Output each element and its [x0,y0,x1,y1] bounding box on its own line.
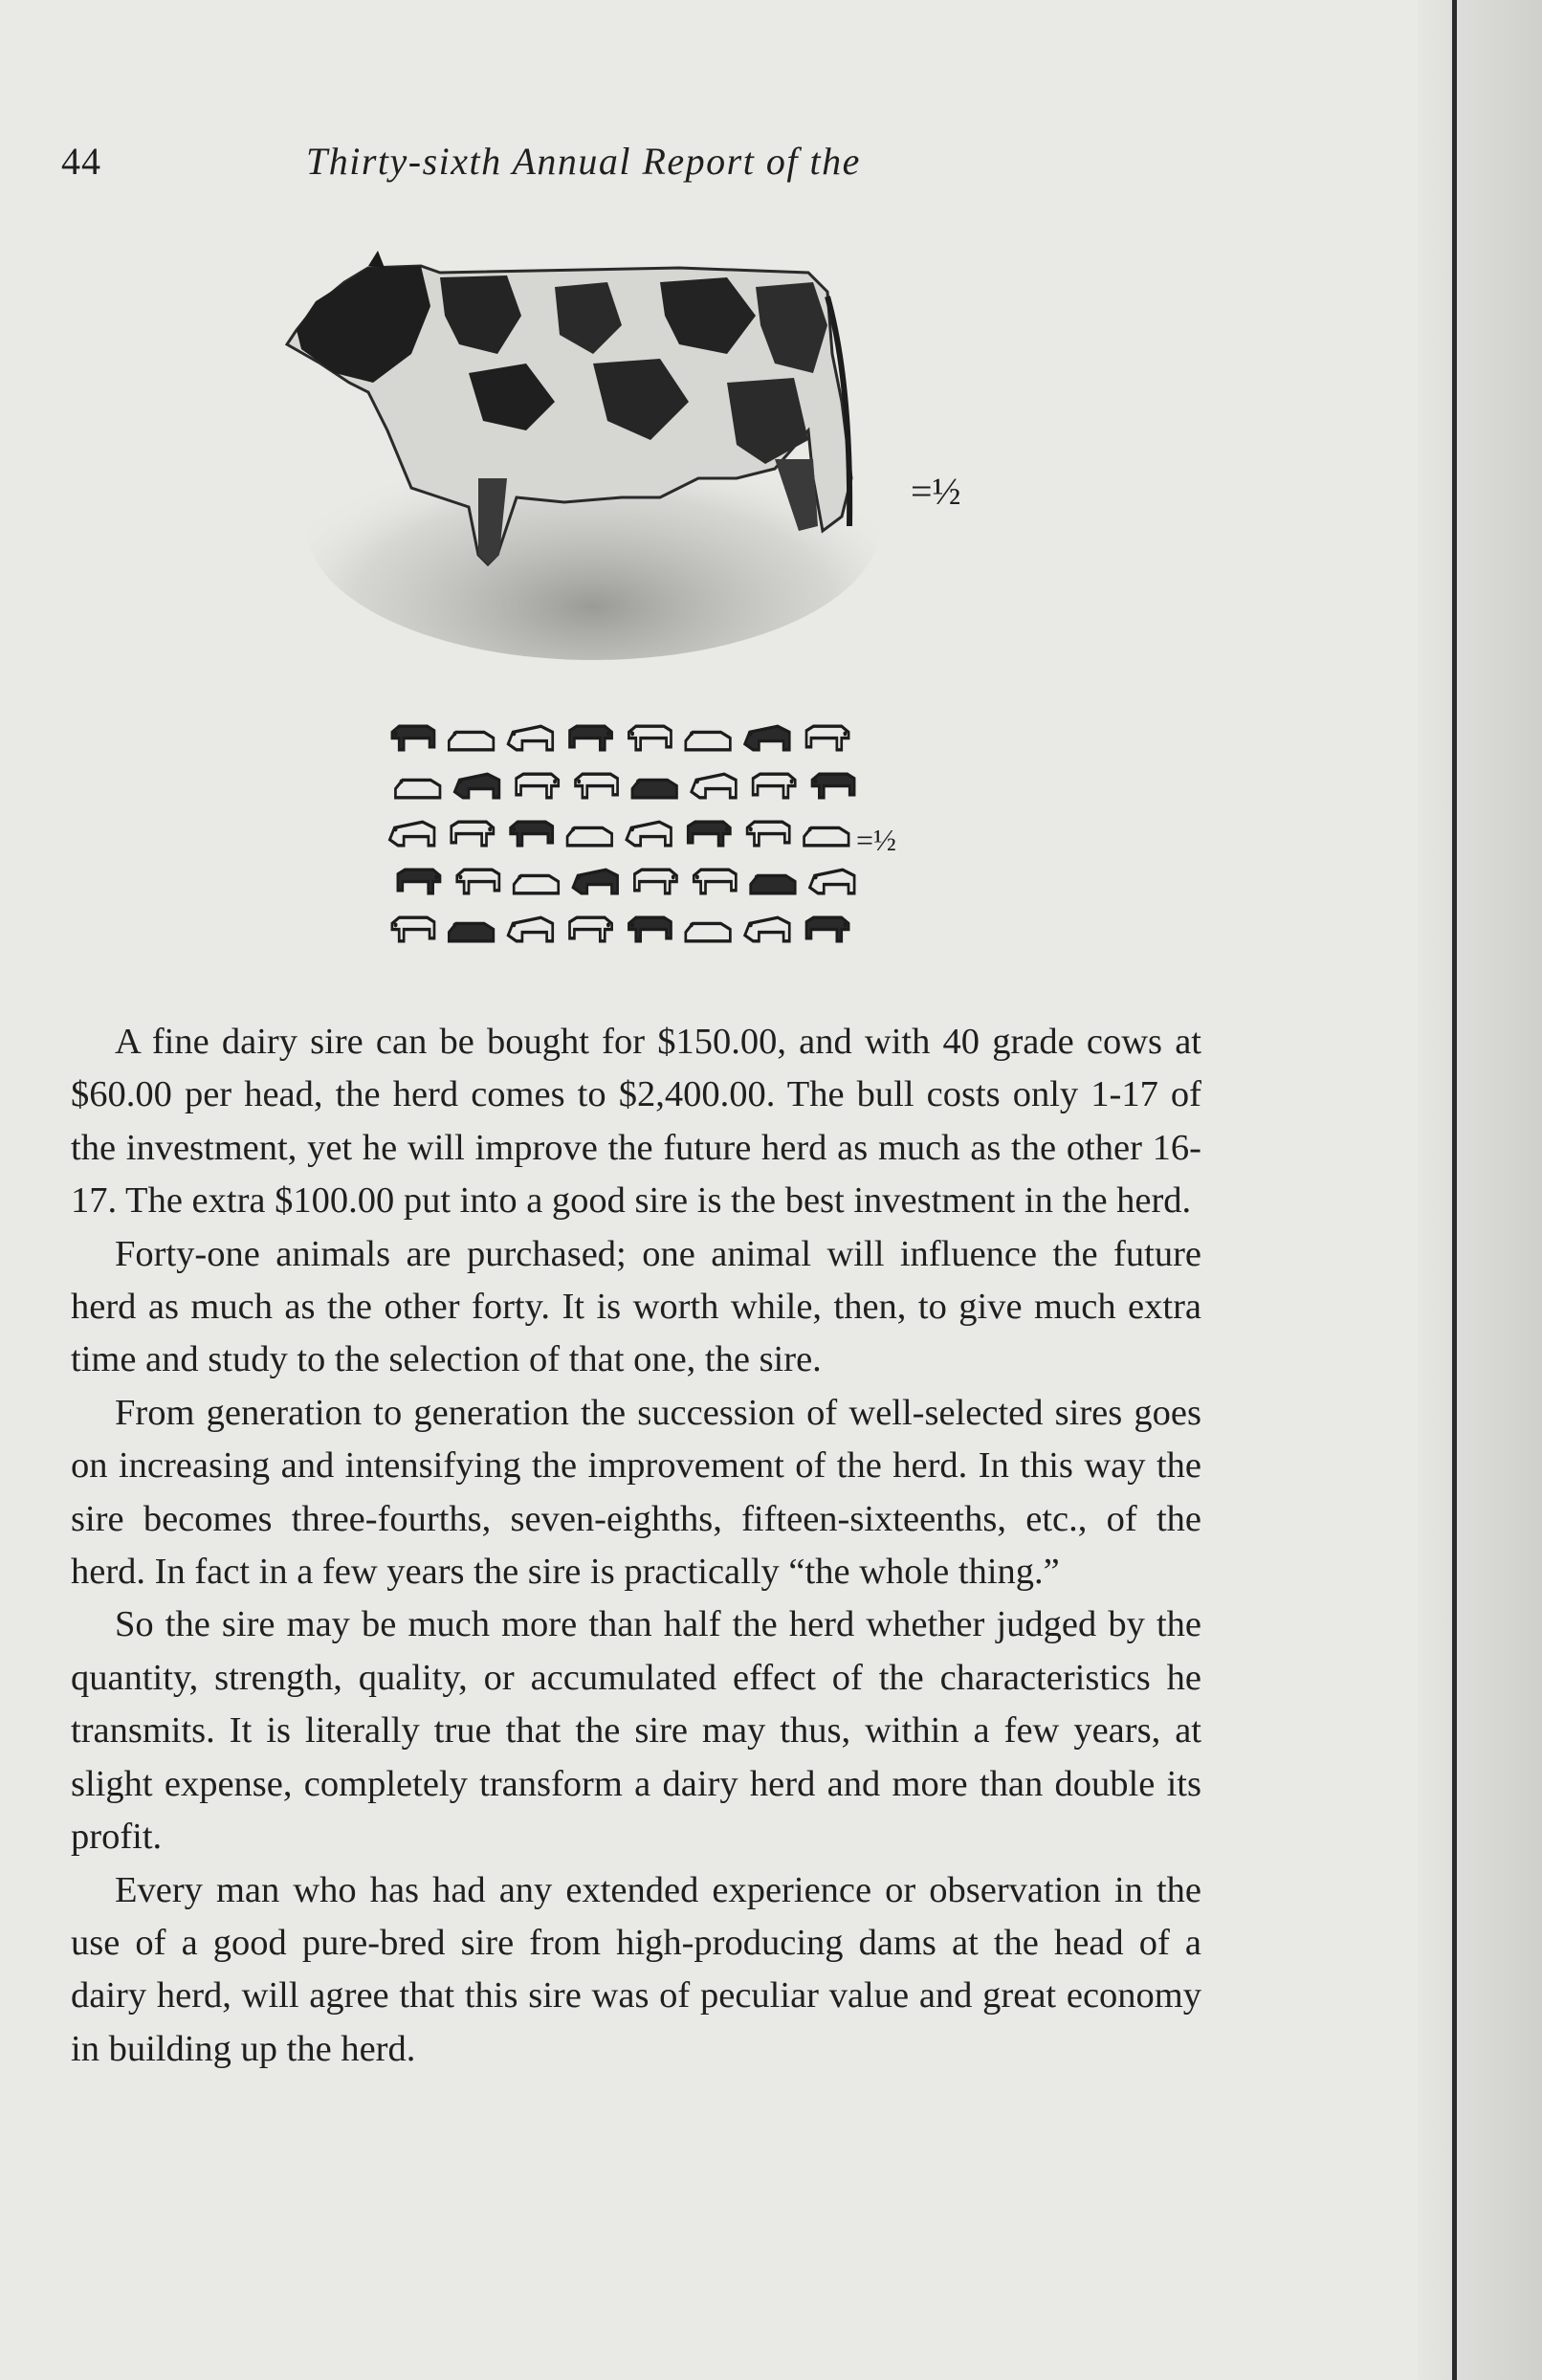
herd-cow-icon [634,870,676,893]
herd-cow-icon [395,779,440,797]
herd-cow-icon [570,917,612,941]
herd-cow-icon [576,774,618,798]
herd-cow-icon [745,726,790,750]
herd-cow-icon [449,731,494,749]
herd-cow-icon [751,874,796,892]
herd-cow-icon [627,822,672,846]
gutter-edge-line [1452,0,1457,2380]
herd-cow-icon [514,874,559,892]
herd-cow-icon [389,822,434,846]
paragraph-4: So the sire may be much more than half the herd whether judged by the quantity, strength, quality, or accumulated effect of the characteristics he transmits. It is literally true that the sire may thus, within a few years, at slight expense, completely transform a dairy herd and more than double its profit. [71,1604,1201,1858]
herd-cow-icon [452,822,494,846]
herd-cow-icon [398,870,440,893]
paragraph-3: From generation to generation the succession of well-selected sires goes on increasing and intensifying the improvement of the herd. In this way the sire becomes three-fourths, seven-eighths, fifteen-sixteenths, etc., of the herd. In fact in a few years the sire is practically “the whole thing.” [71,1392,1201,1593]
herd-cow-icon [812,774,854,798]
herd-cow-icon [508,726,553,750]
book-gutter [1418,0,1542,2380]
herd-cow-icon [692,774,737,798]
herd-cow-icon [806,917,848,941]
herd-cow-icon [392,917,434,941]
herd-cow-icon [449,922,494,940]
paragraph-5: Every man who has had any extended experience or observation in the use of a good pure-bred sire from high-producing dams at the head of a dairy herd, will agree that this sire was of peculiar value and great economy in building up the herd. [71,1869,1201,2069]
bull-illustration [277,239,890,660]
article-body [71,1016,1201,2076]
herd-cow-icon [628,917,671,941]
bull-fraction-label: =½ [911,470,961,513]
herd-cow-icon [686,731,731,749]
herd-cow-icon [392,726,434,750]
herd-cow-icon [747,822,789,846]
running-title: Thirty-sixth Annual Report of the [306,140,861,183]
herd-cow-icon [454,774,499,798]
page-number: 44 [61,140,101,183]
herd-cow-icon [806,726,848,750]
herd-cow-icon [511,822,553,846]
herd-cow-icon [508,917,553,941]
herd-cow-icon [694,870,736,893]
paragraph-2: Forty-one animals are purchased; one animal will influence the future herd as much as the other forty. It is worth while, then, to give much extra time and study to the selection of that one, the sire. [71,1233,1201,1380]
herd-cow-icon [570,726,612,750]
herd-of-cows-illustration [387,710,861,949]
herd-cow-icon [745,917,790,941]
herd-cow-icon [628,726,671,750]
herd-cow-icon [632,779,677,797]
herd-cow-icon [573,870,618,893]
herd-cow-icon [753,774,795,798]
herd-cow-icon [810,870,855,893]
herd-cow-icon [688,822,730,846]
herd-cow-icon [517,774,559,798]
herd-cow-icon [457,870,499,893]
herd-fraction-label: =½ [856,823,897,857]
herd-cow-icon [804,826,849,845]
paragraph-1: A fine dairy sire can be bought for $150.00, and with 40 grade cows at $60.00 per head, the herd comes to $2,400.00. The bull costs only 1-17 of the investment, yet he will improve the future herd as much as the other 16-17. The extra $100.00 put into a good sire is the best investment in the herd. [71,1022,1201,1222]
herd-cow-icon [686,922,731,940]
herd-cow-icon [567,826,612,845]
